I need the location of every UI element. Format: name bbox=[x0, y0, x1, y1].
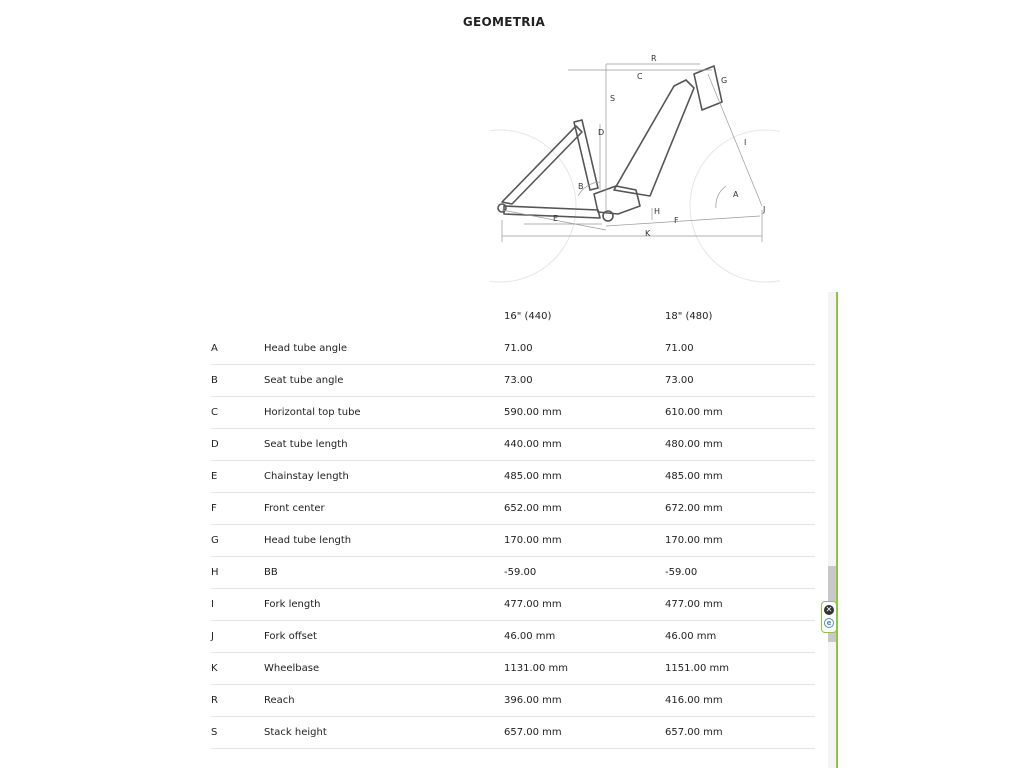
row-value-16: 71.00 bbox=[504, 333, 665, 365]
row-label: Chainstay length bbox=[264, 461, 504, 493]
dim-label-s: S bbox=[610, 94, 616, 103]
front-wheel bbox=[690, 130, 780, 282]
row-label: Wheelbase bbox=[264, 653, 504, 685]
table-row bbox=[211, 365, 815, 397]
row-value-18: 46.00 mm bbox=[665, 621, 815, 653]
row-label: Reach bbox=[264, 685, 504, 717]
close-icon[interactable]: ✕ bbox=[825, 605, 833, 614]
row-letter: I bbox=[211, 589, 264, 621]
row-value-18: 480.00 mm bbox=[665, 429, 815, 461]
row-value-16: 46.00 mm bbox=[504, 621, 665, 653]
row-label: Fork offset bbox=[264, 621, 504, 653]
dim-label-r: R bbox=[651, 54, 657, 63]
scrollbar-track[interactable] bbox=[828, 292, 836, 768]
row-letter: J bbox=[211, 621, 264, 653]
row-letter: A bbox=[211, 333, 264, 365]
table-row bbox=[211, 333, 815, 365]
dim-label-i: I bbox=[744, 138, 747, 147]
table-row bbox=[211, 525, 815, 557]
row-letter: F bbox=[211, 493, 264, 525]
table-row bbox=[211, 717, 815, 749]
row-label: Head tube angle bbox=[264, 333, 504, 365]
row-value-18: 1151.00 mm bbox=[665, 653, 815, 685]
row-letter: K bbox=[211, 653, 264, 685]
row-letter: G bbox=[211, 525, 264, 557]
row-value-18: -59.00 bbox=[665, 557, 815, 589]
header-size-18: 18" (480) bbox=[665, 311, 713, 322]
dim-label-k: K bbox=[645, 229, 651, 238]
table-row bbox=[211, 397, 815, 429]
geometry-table bbox=[211, 300, 815, 749]
row-value-18: 485.00 mm bbox=[665, 461, 815, 493]
row-label: Head tube length bbox=[264, 525, 504, 557]
dim-label-h: H bbox=[654, 207, 661, 216]
row-label: Front center bbox=[264, 493, 504, 525]
row-value-18: 170.00 mm bbox=[665, 525, 815, 557]
dim-label-d: D bbox=[598, 128, 605, 137]
table-row bbox=[211, 429, 815, 461]
row-value-18: 73.00 bbox=[665, 365, 815, 397]
floating-widget bbox=[821, 601, 837, 633]
dim-label-j: J bbox=[763, 205, 766, 214]
header-size-16: 16" (440) bbox=[504, 311, 552, 322]
row-letter: E bbox=[211, 461, 264, 493]
row-letter: R bbox=[211, 685, 264, 717]
row-value-16: 485.00 mm bbox=[504, 461, 665, 493]
e-badge-icon[interactable]: e bbox=[824, 618, 834, 628]
table-header-row bbox=[211, 300, 815, 333]
header-letter bbox=[211, 300, 264, 333]
rear-wheel bbox=[490, 130, 576, 282]
header-label bbox=[264, 300, 504, 333]
dim-label-f: F bbox=[674, 216, 679, 225]
row-value-18: 672.00 mm bbox=[665, 493, 815, 525]
row-letter: B bbox=[211, 365, 264, 397]
row-label: Seat tube angle bbox=[264, 365, 504, 397]
row-letter: C bbox=[211, 397, 264, 429]
row-value-16: 440.00 mm bbox=[504, 429, 665, 461]
dim-label-c: C bbox=[637, 72, 643, 81]
row-letter: H bbox=[211, 557, 264, 589]
dim-label-e: E bbox=[553, 214, 559, 223]
row-letter: S bbox=[211, 717, 264, 749]
row-label: BB bbox=[264, 557, 504, 589]
table-row bbox=[211, 685, 815, 717]
table-row bbox=[211, 653, 815, 685]
accent-rule bbox=[836, 292, 838, 768]
row-value-16: 1131.00 mm bbox=[504, 653, 665, 685]
row-value-18: 71.00 bbox=[665, 333, 815, 365]
page-title: GEOMETRIA bbox=[462, 15, 546, 29]
dim-label-b: B bbox=[578, 182, 584, 191]
bike-geometry-diagram bbox=[490, 44, 780, 284]
row-label: Fork length bbox=[264, 589, 504, 621]
row-value-18: 657.00 mm bbox=[665, 717, 815, 749]
row-value-16: 652.00 mm bbox=[504, 493, 665, 525]
row-value-16: 590.00 mm bbox=[504, 397, 665, 429]
table-row bbox=[211, 461, 815, 493]
bike-frame bbox=[498, 66, 722, 221]
row-label: Stack height bbox=[264, 717, 504, 749]
row-letter: D bbox=[211, 429, 264, 461]
row-value-16: 477.00 mm bbox=[504, 589, 665, 621]
row-value-18: 477.00 mm bbox=[665, 589, 815, 621]
row-value-16: 657.00 mm bbox=[504, 717, 665, 749]
row-value-18: 416.00 mm bbox=[665, 685, 815, 717]
table-row bbox=[211, 493, 815, 525]
row-value-18: 610.00 mm bbox=[665, 397, 815, 429]
dim-label-g: G bbox=[721, 76, 728, 85]
row-label: Seat tube length bbox=[264, 429, 504, 461]
row-value-16: 170.00 mm bbox=[504, 525, 665, 557]
row-label: Horizontal top tube bbox=[264, 397, 504, 429]
table-row bbox=[211, 557, 815, 589]
table-row bbox=[211, 621, 815, 653]
row-value-16: 396.00 mm bbox=[504, 685, 665, 717]
table-row bbox=[211, 589, 815, 621]
row-value-16: -59.00 bbox=[504, 557, 665, 589]
row-value-16: 73.00 bbox=[504, 365, 665, 397]
dim-label-a: A bbox=[733, 190, 739, 199]
